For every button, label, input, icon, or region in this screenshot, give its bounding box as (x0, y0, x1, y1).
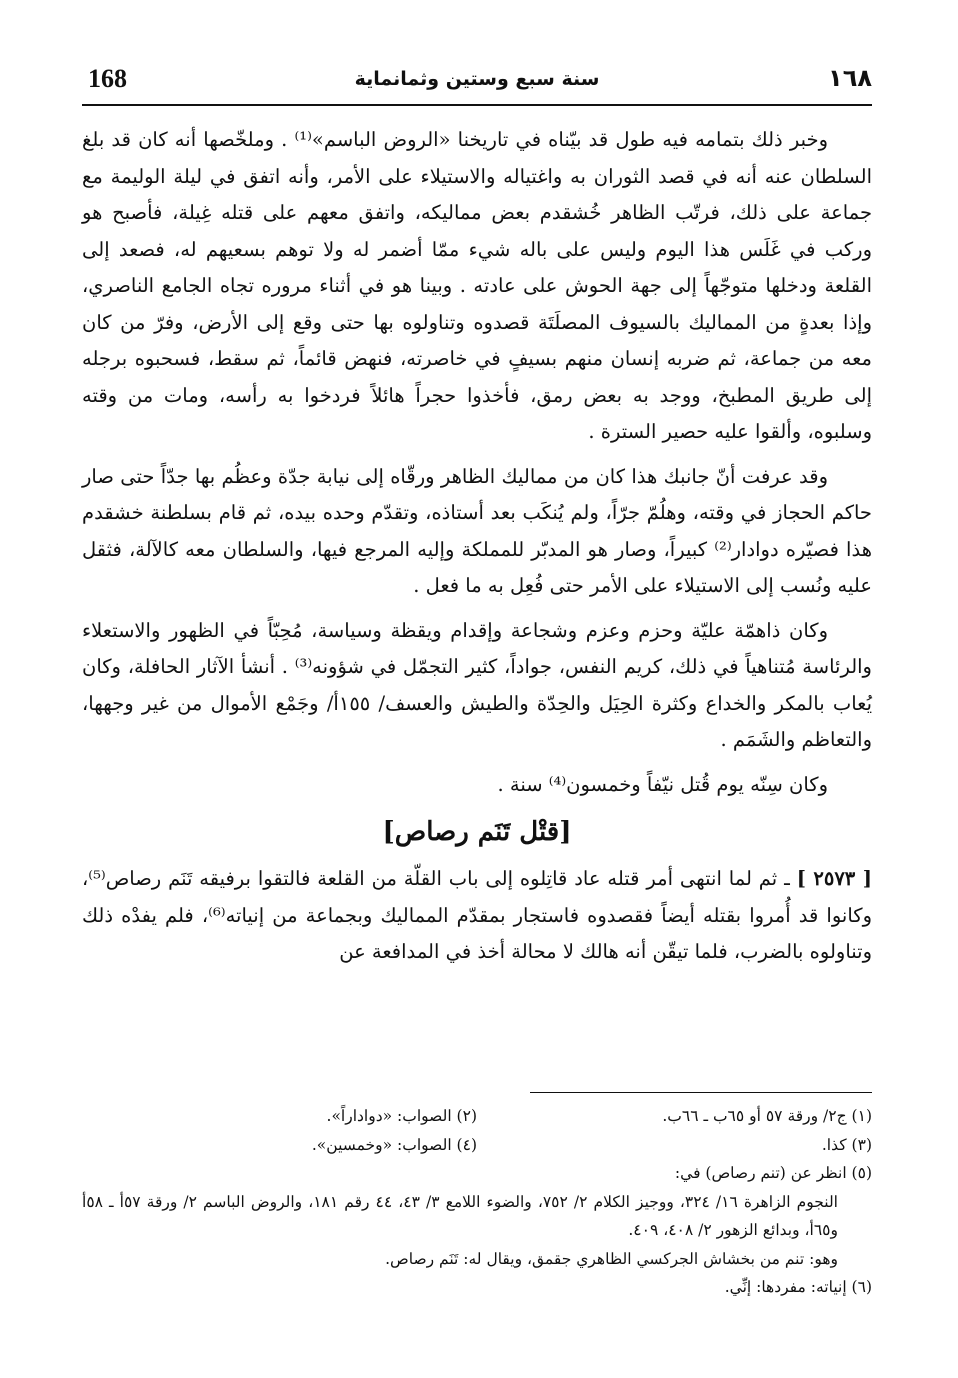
footnote-rule (530, 1092, 872, 1093)
footnote-6: (٦) إنياته: مفردها: إنِّي. (724, 1278, 872, 1296)
footnote-5-note: وهو: تنم من بخشاش الجركسي الظاهري جقمق، ويقال له: تَنَم رصاص. (385, 1249, 838, 1268)
footnote-3: (٣) كذا. (821, 1135, 872, 1154)
paragraph-5 (82, 861, 872, 971)
footnote-row-1 (82, 1102, 872, 1131)
page-number-latin: 168 (88, 64, 127, 93)
page-number-arabic: ١٦٨ (828, 64, 872, 92)
section-heading: [قتْل تَنَم رصاص] (382, 817, 572, 847)
footnote-1: (١) ج٢/ ورقة ٥٧ أو ٦٥ب ـ ٦٦ب. (662, 1107, 872, 1125)
page-header (82, 62, 872, 102)
header-rule (82, 104, 872, 106)
main-text (82, 122, 872, 979)
footnote-row-2 (82, 1131, 872, 1160)
footnotes (82, 1102, 872, 1302)
paragraph-1: وخبر ذلك بتمامه فيه طول قد بيّناه في تاريخنا «الروض الباسم»⁽¹⁾ . وملخّصها أنه كان قد بلغ السلطان عنه أنه في قصد الثوران به واغتياله والاستيلاء على الأمر، وأنه اتفق في ليلة الوليمة مع جماعة على ذلك، فرتّب الظاهر خُشقدم بعض مماليكه، واتفق معهم على قتله غِيلة، فأصبح هو وركب في غَلَس هذا اليوم وليس على باله شيء ممّا أضمر له ولا توهم بسعيهم له، فصعد إلى القلعة ودخلها متوجّهاً إلى جهة الحوش على عادته . وبينا هو في أثناء مروره تجاه الجامع الناصري، وإذا بعدةٍ من المماليك بالسيوف المصلَتَة قصدوه وتناولوه بها حتى وقع إلى الأرض، وفرّ من كان معه من جماعة، ثم ضربه إنسان منهم بسيفٍ في خاصرته، فنهض قائماً، ثم سقط، فسحبوه برجله إلى طريق المطبخ، ووجد به بعض رمق، فأخذوا حجراً هائلاً فردخوا به رأسه، ومات من وقته وسلبوه، وألقوا عليه حصير السترة . (82, 128, 872, 443)
footnote-5-sources: النجوم الزاهرة ١٦/ ٣٢٤، ووجيز الكلام ٢/ ٧٥٢، والضوء اللامع ٣/ ٤٣، ٤٤ رقم ١٨١، والروض الباسم ٢/ ورقة ٥٧أ ـ ٥٨أ و٦٥أ، وبدائع الزهور ٢/ ٤٠٨، ٤٠٩. (82, 1192, 838, 1239)
footnote-2: (٢) الصواب: «دواداراً». (326, 1107, 477, 1125)
running-title: سنة سبع وستين وثمانماية (354, 68, 600, 90)
paragraph-5-text: ـ ثم لما انتهى أمر قتله عاد قاتِلوه إلى باب القلّة من القلعة فالتقوا برفيقه تَنَم رصاص⁽⁵⁾، وكانوا قد أُمروا بقتله أيضاً فقصدوه فاستجار بمقدّم المماليك وبجماعة من إنياته⁽⁶⁾، فلم يفدْه ذلك وتناولوه بالضرب، فلما تيقّن أنه هالك لا محالة أخذ في المدافعة عن (82, 867, 872, 963)
entry-number: [ ٢٥٧٣ ] (796, 867, 872, 890)
paragraph-3: وكان ذاهمّة عليّة وحزم وعزم وشجاعة وإقدام ويقظة وسياسة، مُحِبّاً في الظهور والاستعلاء والرئاسة مُتناهياً في ذلك، كريم النفس، جواداً، كثير التجمّل في شؤونه⁽³⁾ . أنشأ الآثار الحافلة، وكان يُعاب بالمكر والخداع وكثرة الحِيَل والحِدّة والطيش والعسف/ ١٥٥أ/ وجَمْع الأموال من غير وجهها، والتعاظم والشَمَم . (82, 618, 873, 751)
paragraph-4: وكان سِنّه يوم قُتل نيّفاً وخمسون⁽⁴⁾ سنة . (497, 772, 828, 796)
footnote-4: (٤) الصواب: «وخمسين». (311, 1135, 477, 1154)
paragraph-2: وقد عرفت أنّ جانبك هذا كان من مماليك الظاهر ورقّاه إلى نيابة جدّة وعظُم بها جدّاً حتى صار حاكم الحجاز في وقته، وهلُمّ جرّاً، ولم يُنكَب بعد أستاذه، وتقدّم وحده بيده، ثم قام بسلطنة خشقدم هذا فصيّره دوادار⁽²⁾ كبيراً، وصار هو المدبّر للمملكة وإليه المرجع فيها، والسلطان معه كالآلة، فثقل عليه ونُسب إلى الاستيلاء على الأمر حتى فُعِل به ما فعل . (82, 464, 872, 597)
footnote-5-head: (٥) انظر عن (تنم رصاص) في: (674, 1164, 872, 1182)
